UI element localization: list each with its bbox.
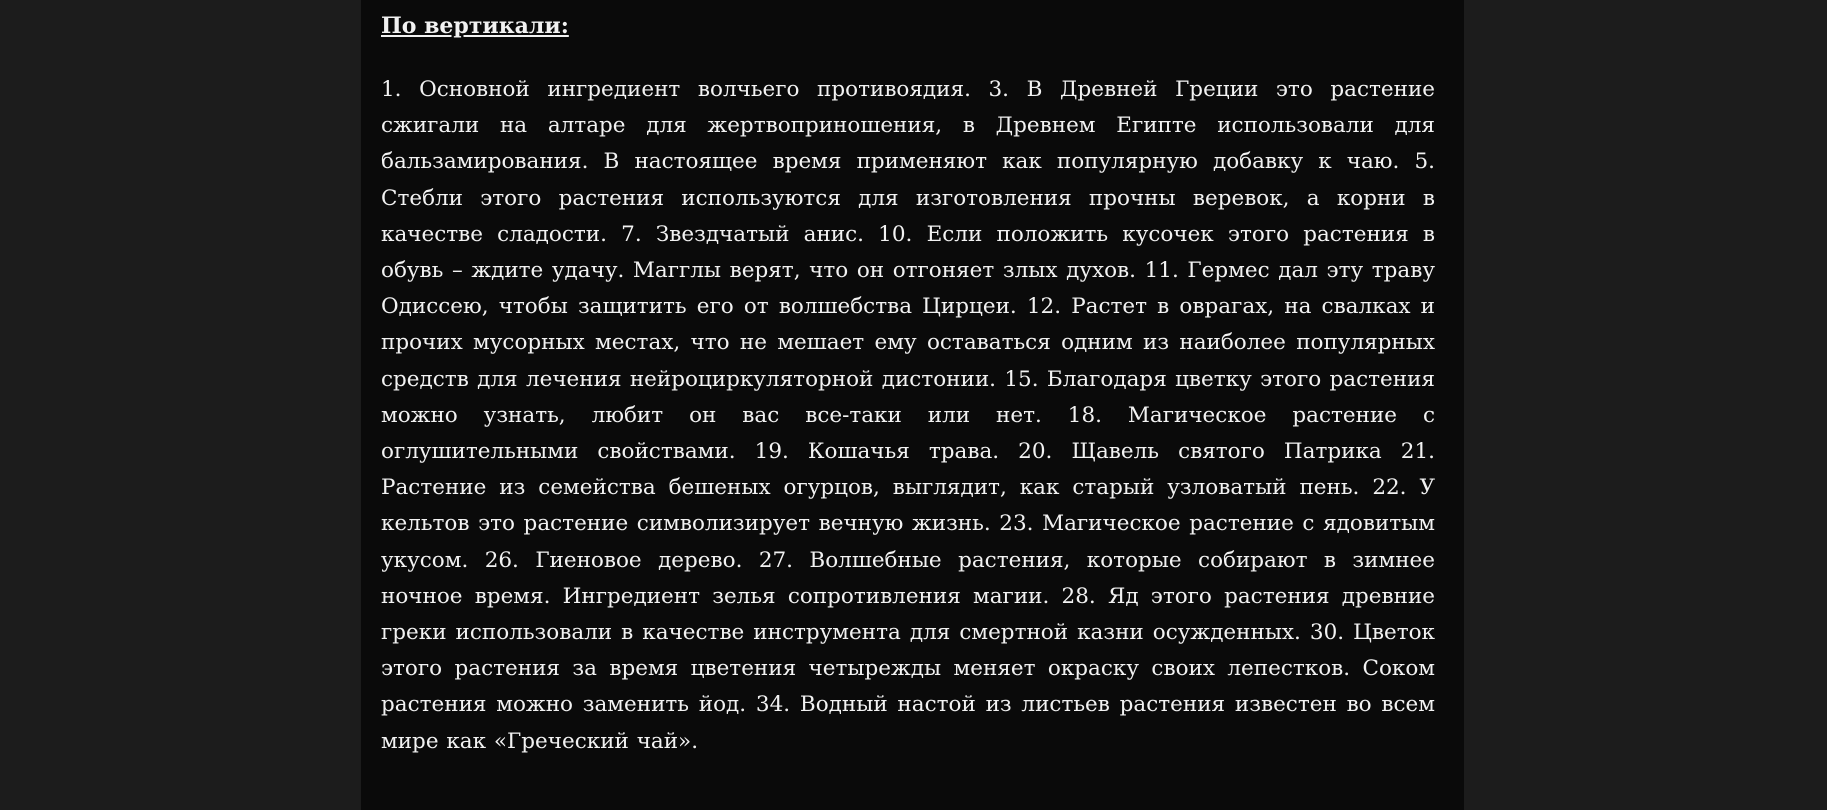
document-content xyxy=(381,0,1435,760)
document-page xyxy=(361,0,1464,810)
clues-paragraph: 1. Основной ингредиент волчьего противоядия. 3. В Древней Греции это растение сжигали на алтаре для жертвоприношения, в Древнем Египте использовали для бальзамирования. В настоящее время применяют как популярную добавку к чаю. 5. Стебли этого растения используются для изготовления прочны веревок, а корни в качестве сладости. 7. Звездчатый анис. 10. Если положить кусочек этого растения в обувь – ждите удачу. Магглы верят, что он отгоняет злых духов. 11. Гермес дал эту траву Одиссею, чтобы защитить его от волшебства Цирцеи. 12. Растет в оврагах, на свалках и прочих мусорных местах, что не мешает ему оставаться одним из наиболее популярных средств для лечения нейроциркуляторной дистонии. 15. Благодаря цветку этого растения можно узнать, любит он вас все-таки или нет. 18. Магическое растение с оглушительными свойствами. 19. Кошачья трава. 20. Щавель святого Патрика 21. Растение из семейства бешеных огурцов, выглядит, как старый узловатый пень. 22. У кельтов это растение символизирует вечную жизнь. 23. Магическое растение с ядовитым укусом. 26. Гиеновое дерево. 27. Волшебные растения, которые собирают в зимнее ночное время. Ингредиент зелья сопротивления магии. 28. Яд этого растения древние греки использовали в качестве инструмента для смертной казни осужденных. 30. Цветок этого растения за время цветения четырежды меняет окраску своих лепестков. Соком растения можно заменить йод. 34. Водный настой из листьев растения известен во всем мире как «Греческий чай». xyxy=(381,77,1435,754)
section-heading: По вертикали: xyxy=(381,13,569,39)
